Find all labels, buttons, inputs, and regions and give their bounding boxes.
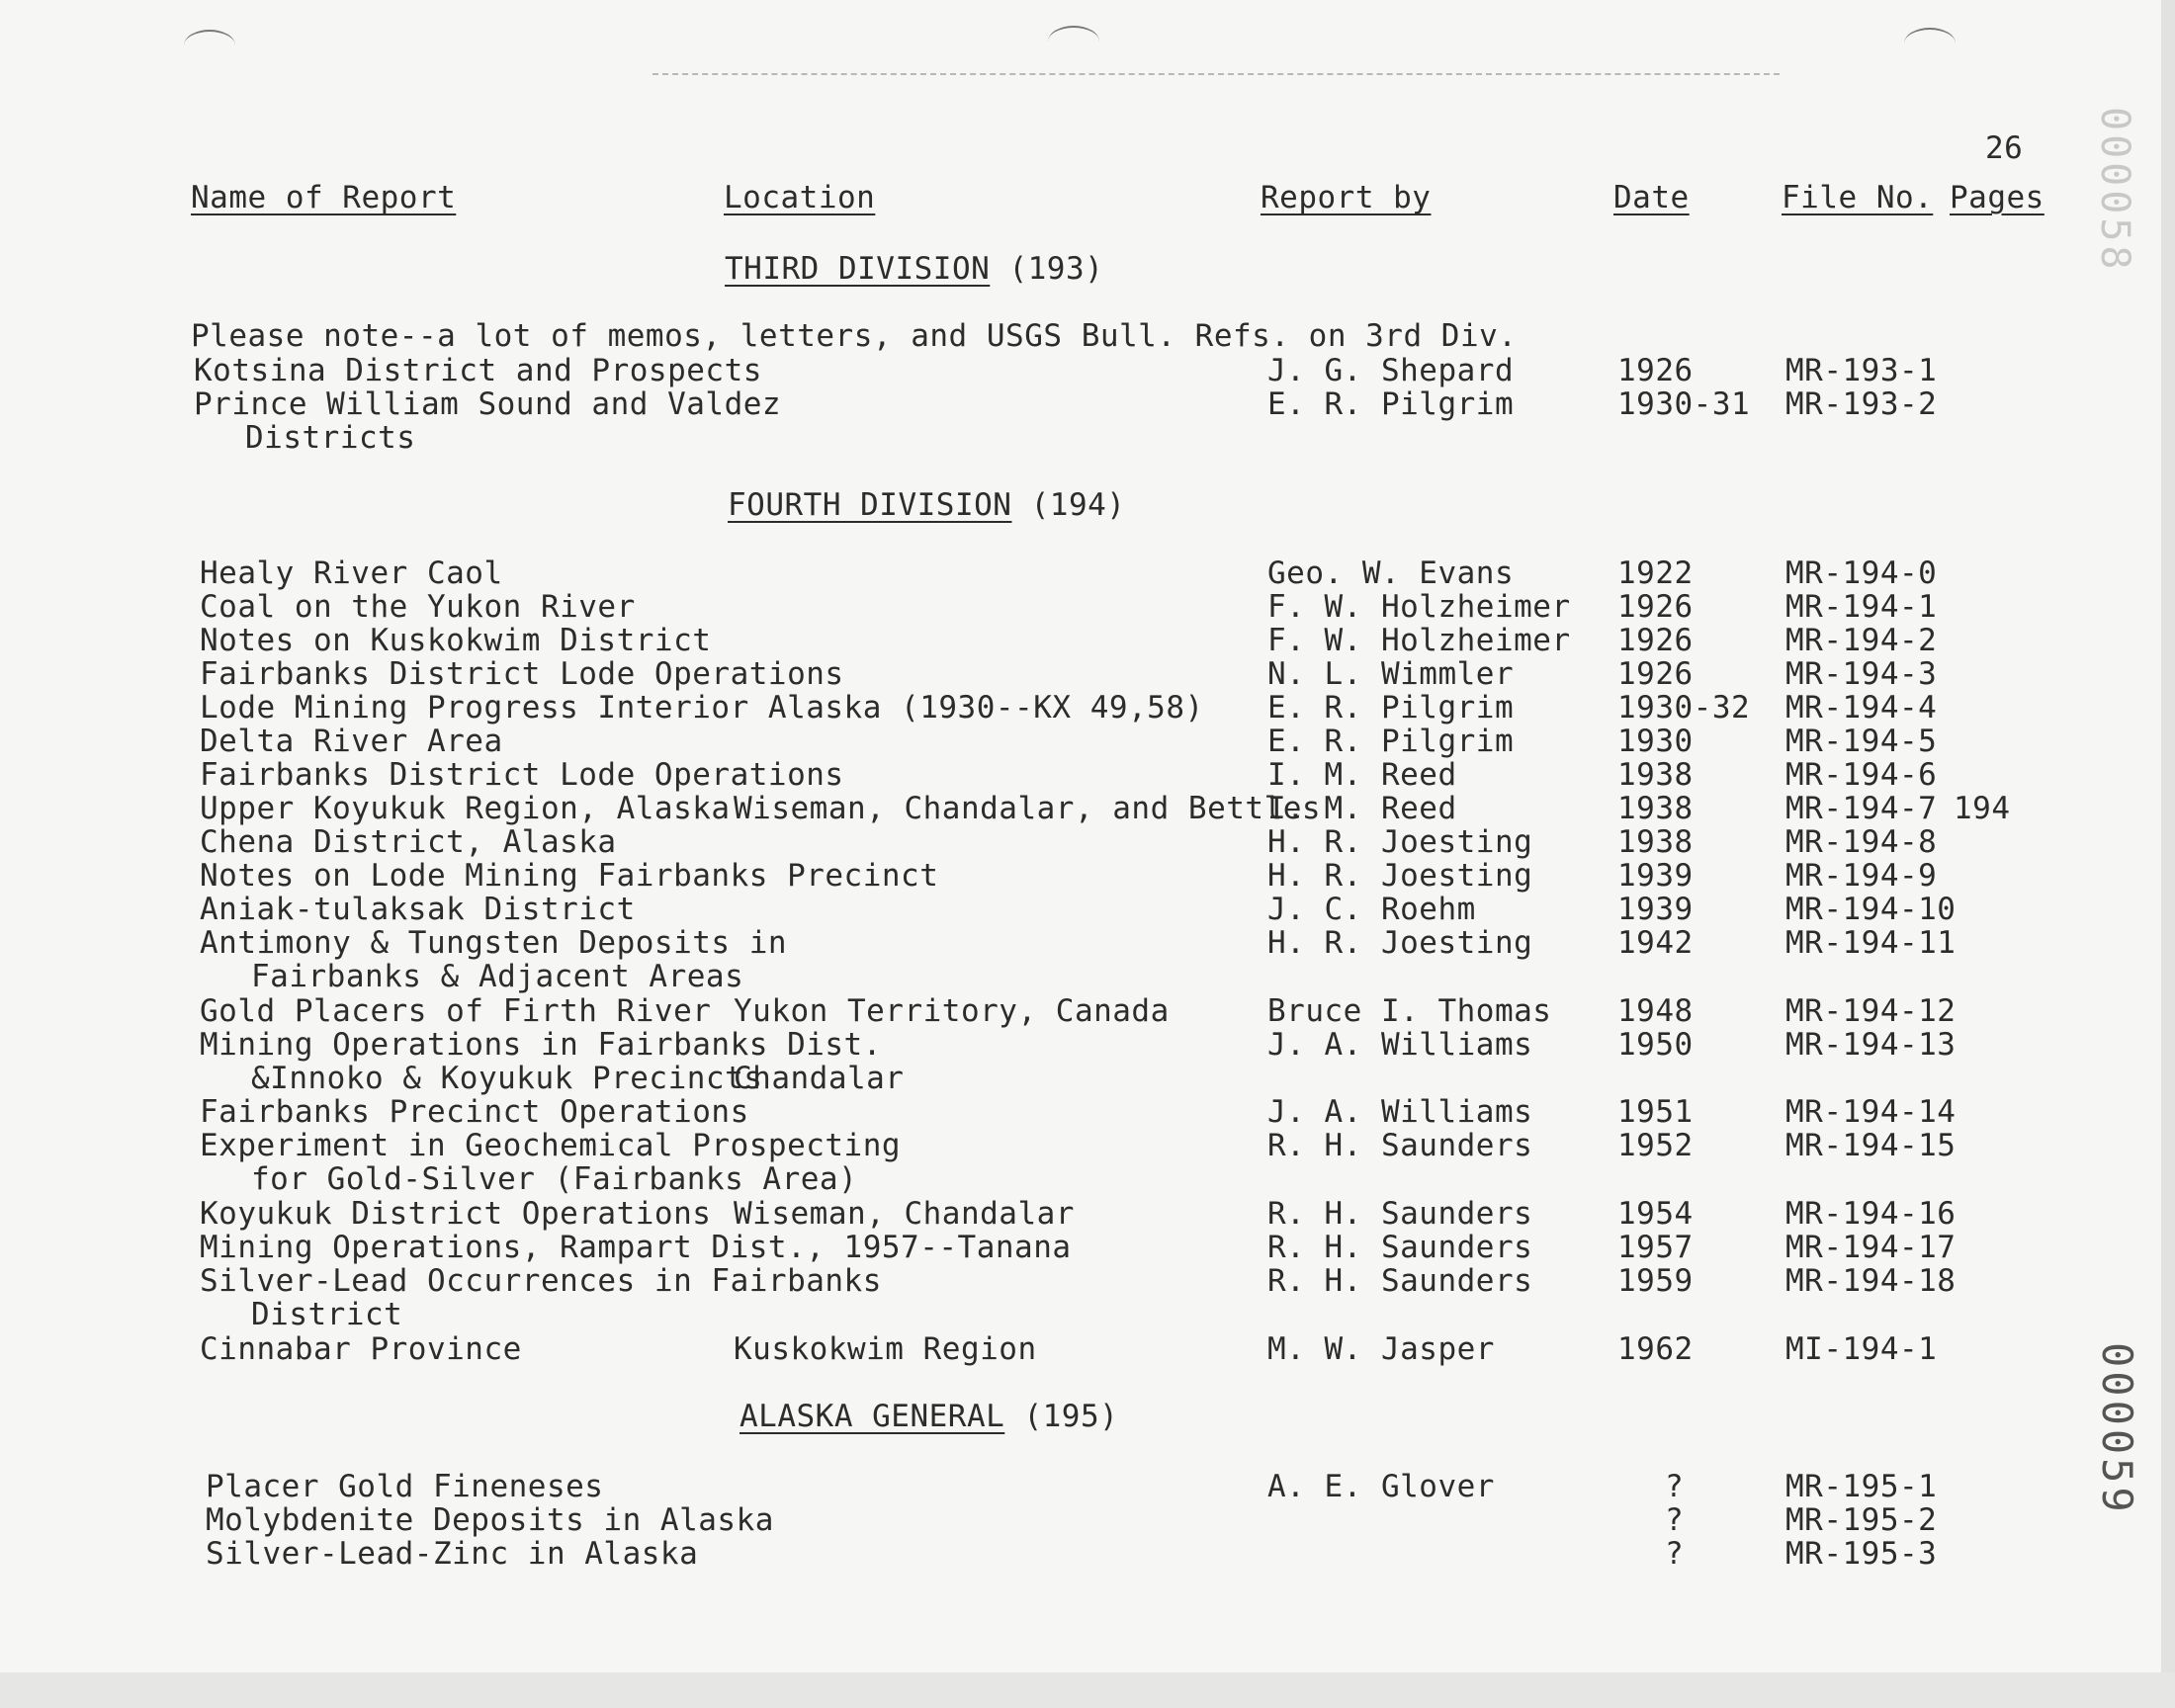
report-file-no: MR-195-1 xyxy=(1785,1469,1938,1504)
report-date: 1930 xyxy=(1617,724,1694,759)
page-edge xyxy=(2161,0,2175,1708)
report-author: H. R. Joesting xyxy=(1267,824,1533,860)
report-author: J. A. Williams xyxy=(1267,1027,1533,1063)
top-margin-line xyxy=(652,73,1780,75)
report-date: 1939 xyxy=(1617,892,1694,927)
report-location: Wiseman, Chandalar xyxy=(734,1196,1075,1232)
header-date: Date xyxy=(1613,180,1690,215)
report-name: Fairbanks Precinct Operations xyxy=(200,1094,749,1130)
report-author: R. H. Saunders xyxy=(1267,1196,1533,1232)
report-author: Geo. W. Evans xyxy=(1267,555,1515,591)
report-file-no: MR-194-18 xyxy=(1785,1263,1957,1299)
report-file-no: MR-194-17 xyxy=(1785,1230,1957,1265)
report-author: J. C. Roehm xyxy=(1267,892,1476,927)
report-file-no: MR-194-13 xyxy=(1785,1027,1957,1063)
report-author: H. R. Joesting xyxy=(1267,858,1533,894)
report-file-no: MR-194-2 xyxy=(1785,623,1938,658)
report-file-no: MR-195-3 xyxy=(1785,1536,1938,1572)
report-date: 1950 xyxy=(1617,1027,1694,1063)
report-file-no: MR-193-1 xyxy=(1785,353,1938,388)
report-author: N. L. Wimmler xyxy=(1267,656,1515,692)
report-name: Fairbanks District Lode Operations xyxy=(200,656,844,692)
report-date: 1922 xyxy=(1617,555,1694,591)
report-name: Gold Placers of Firth River xyxy=(200,993,712,1029)
report-author: I. M. Reed xyxy=(1267,757,1457,793)
report-file-no: MR-194-15 xyxy=(1785,1128,1957,1163)
report-file-no: MR-194-11 xyxy=(1785,925,1957,961)
report-file-no: MR-194-0 xyxy=(1785,555,1938,591)
report-date: 1926 xyxy=(1617,589,1694,625)
report-file-no: MR-195-2 xyxy=(1785,1502,1938,1538)
report-location: Kuskokwim Region xyxy=(734,1331,1037,1367)
report-file-no: MR-194-7 xyxy=(1785,791,1938,826)
report-name: Notes on Kuskokwim District xyxy=(200,623,712,658)
report-location: Chandalar xyxy=(734,1061,905,1096)
faint-stamp-number: 000058 xyxy=(2092,107,2137,274)
report-name: Koyukuk District Operations xyxy=(200,1196,712,1232)
report-file-no: MR-194-5 xyxy=(1785,724,1938,759)
report-name-continued: Fairbanks & Adjacent Areas xyxy=(251,959,744,994)
header-report-by: Report by xyxy=(1261,180,1432,215)
punch-hole-right xyxy=(1904,28,1956,59)
report-file-no: MR-194-10 xyxy=(1785,892,1957,927)
report-file-no: MR-194-4 xyxy=(1785,690,1938,726)
header-file-no: File No. xyxy=(1782,180,1934,215)
report-author: J. G. Shepard xyxy=(1267,353,1515,388)
report-date: 1926 xyxy=(1617,623,1694,658)
report-author: R. H. Saunders xyxy=(1267,1230,1533,1265)
report-date: 1939 xyxy=(1617,858,1694,894)
report-file-no: MI-194-1 xyxy=(1785,1331,1938,1367)
page-bottom-edge xyxy=(0,1672,2175,1708)
report-author: E. R. Pilgrim xyxy=(1267,690,1515,726)
report-date: 1926 xyxy=(1617,353,1694,388)
report-name: Molybdenite Deposits in Alaska xyxy=(206,1502,774,1538)
section-heading-alaska-general: ALASKA GENERAL (195) xyxy=(740,1399,1119,1434)
report-file-no: MR-194-16 xyxy=(1785,1196,1957,1232)
report-name: Antimony & Tungsten Deposits in xyxy=(200,925,788,961)
report-name: Mining Operations in Fairbanks Dist. xyxy=(200,1027,882,1063)
report-date: ? xyxy=(1665,1502,1685,1538)
report-author: F. W. Holzheimer xyxy=(1267,589,1571,625)
header-name-of-report: Name of Report xyxy=(191,180,457,215)
report-date: 1962 xyxy=(1617,1331,1694,1367)
report-file-no: MR-194-3 xyxy=(1785,656,1938,692)
report-date: ? xyxy=(1665,1536,1685,1572)
report-file-no: MR-194-1 xyxy=(1785,589,1938,625)
report-date: 1951 xyxy=(1617,1094,1694,1130)
report-name: Mining Operations, Rampart Dist., 1957--Tanana xyxy=(200,1230,1072,1265)
report-date: 1952 xyxy=(1617,1128,1694,1163)
report-name-continued: Districts xyxy=(245,420,416,456)
report-name: Chena District, Alaska xyxy=(200,824,617,860)
report-pages: 194 xyxy=(1954,791,2011,826)
punch-hole-left xyxy=(184,30,235,61)
third-division-note: Please note--a lot of memos, letters, and USGS Bull. Refs. on 3rd Div. xyxy=(191,318,1518,354)
report-file-no: MR-194-14 xyxy=(1785,1094,1957,1130)
report-file-no: MR-194-9 xyxy=(1785,858,1938,894)
header-pages: Pages xyxy=(1950,180,2044,215)
report-date: 1954 xyxy=(1617,1196,1694,1232)
report-author: E. R. Pilgrim xyxy=(1267,386,1515,422)
report-name: Lode Mining Progress Interior Alaska (1930--KX 49,58) xyxy=(200,690,1204,726)
report-date: 1957 xyxy=(1617,1230,1694,1265)
report-author: I. M. Reed xyxy=(1267,791,1457,826)
report-name: Experiment in Geochemical Prospecting xyxy=(200,1128,902,1163)
section-heading-third-division: THIRD DIVISION (193) xyxy=(725,251,1104,287)
report-author: E. R. Pilgrim xyxy=(1267,724,1515,759)
report-author: M. W. Jasper xyxy=(1267,1331,1495,1367)
report-date: ? xyxy=(1665,1469,1685,1504)
report-name: Fairbanks District Lode Operations xyxy=(200,757,844,793)
report-author: R. H. Saunders xyxy=(1267,1263,1533,1299)
report-file-no: MR-194-8 xyxy=(1785,824,1938,860)
report-file-no: MR-193-2 xyxy=(1785,386,1938,422)
report-name: Notes on Lode Mining Fairbanks Precinct xyxy=(200,858,939,894)
report-author: F. W. Holzheimer xyxy=(1267,623,1571,658)
report-name: Upper Koyukuk Region, Alaska xyxy=(200,791,731,826)
report-date: 1938 xyxy=(1617,791,1694,826)
report-name-continued: for Gold-Silver (Fairbanks Area) xyxy=(251,1161,858,1197)
report-date: 1930-32 xyxy=(1617,690,1751,726)
report-name-continued: District xyxy=(251,1297,403,1332)
report-name: Silver-Lead Occurrences in Fairbanks xyxy=(200,1263,882,1299)
page-number: 26 xyxy=(1985,130,2024,166)
report-author: H. R. Joesting xyxy=(1267,925,1533,961)
report-name: Aniak-tulaksak District xyxy=(200,892,636,927)
report-date: 1959 xyxy=(1617,1263,1694,1299)
report-name-continued: &Innoko & Koyukuk Precincts xyxy=(251,1061,763,1096)
report-name: Silver-Lead-Zinc in Alaska xyxy=(206,1536,699,1572)
report-file-no: MR-194-6 xyxy=(1785,757,1938,793)
report-date: 1938 xyxy=(1617,757,1694,793)
report-date: 1930-31 xyxy=(1617,386,1751,422)
report-name: Cinnabar Province xyxy=(200,1331,522,1367)
section-heading-fourth-division: FOURTH DIVISION (194) xyxy=(728,487,1126,523)
report-name: Healy River Caol xyxy=(200,555,503,591)
header-location: Location xyxy=(724,180,876,215)
report-file-no: MR-194-12 xyxy=(1785,993,1957,1029)
report-date: 1926 xyxy=(1617,656,1694,692)
report-location: Yukon Territory, Canada xyxy=(734,993,1170,1029)
report-location: Wiseman, Chandalar, and Bettles xyxy=(734,791,1322,826)
report-author: R. H. Saunders xyxy=(1267,1128,1533,1163)
report-author: A. E. Glover xyxy=(1267,1469,1495,1504)
report-date: 1948 xyxy=(1617,993,1694,1029)
stamp-number: 000059 xyxy=(2093,1342,2141,1516)
report-date: 1942 xyxy=(1617,925,1694,961)
report-name: Prince William Sound and Valdez xyxy=(194,386,782,422)
report-date: 1938 xyxy=(1617,824,1694,860)
punch-hole-center xyxy=(1048,26,1099,57)
report-author: Bruce I. Thomas xyxy=(1267,993,1552,1029)
report-name: Kotsina District and Prospects xyxy=(194,353,762,388)
report-name: Coal on the Yukon River xyxy=(200,589,636,625)
report-author: J. A. Williams xyxy=(1267,1094,1533,1130)
report-name: Delta River Area xyxy=(200,724,503,759)
report-name: Placer Gold Fineneses xyxy=(206,1469,604,1504)
